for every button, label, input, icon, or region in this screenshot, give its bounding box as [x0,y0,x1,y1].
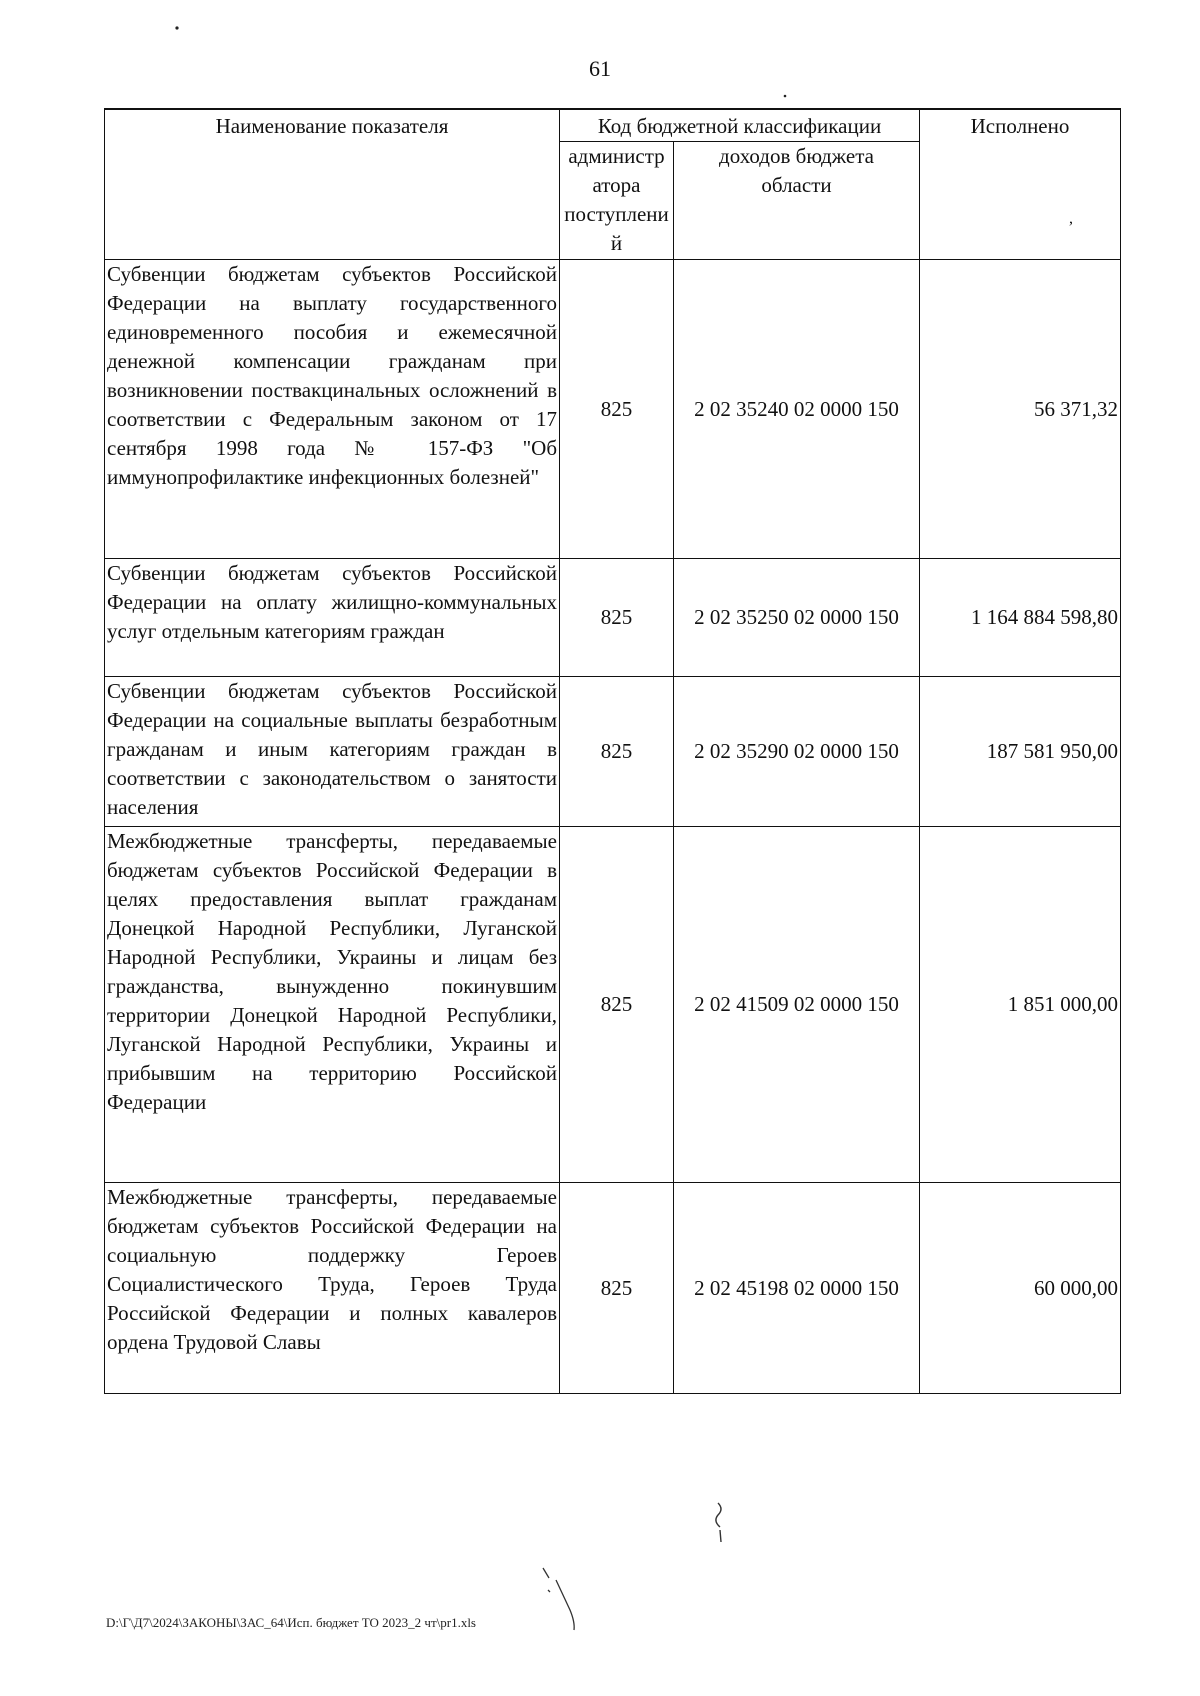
row-admin-code: 825 [560,827,674,1183]
scan-scribble [716,1503,721,1542]
row-name: Субвенции бюджетам субъектов Российской Федерации на социальные выплаты безработным гражданам и иным категориям граждан в соответствии с законодательством о занятости населения [105,677,560,827]
row-income-code: 2 02 35290 02 0000 150 [674,677,920,827]
row-income-code: 2 02 45198 02 0000 150 [674,1183,920,1394]
table-row [105,260,1121,559]
row-name: Межбюджетные трансферты, передаваемые бюджетам субъектов Российской Федерации на социальную поддержку Героев Социалистического Труда, Героев Труда Российской Федерации и полных кавалеров ордена Трудовой Славы [105,1183,560,1394]
row-amount: 1 164 884 598,80 [920,559,1121,677]
table-row [105,559,1121,677]
header-executed: Исполнено [920,109,1121,260]
row-admin-code: 825 [560,677,674,827]
page-number: 61 [589,56,611,81]
row-admin-code: 825 [560,559,674,677]
row-amount: 56 371,32 [920,260,1121,559]
budget-table [104,108,1121,1394]
table-row [105,827,1121,1183]
header-income: доходов бюджета области [674,142,920,260]
scan-speck [784,95,787,98]
row-amount: 60 000,00 [920,1183,1121,1394]
header-admin: администратора поступлений [560,142,674,260]
row-income-code: 2 02 35250 02 0000 150 [674,559,920,677]
row-admin-code: 825 [560,260,674,559]
row-income-code: 2 02 35240 02 0000 150 [674,260,920,559]
row-name: Субвенции бюджетам субъектов Российской Федерации на выплату государственного единовременного пособия и ежемесячной денежной компенсации гражданам при возникновении поствакцинальных осложнений в соответствии с Федеральным законом от 17 сентября 1998 года № 157-ФЗ "Об иммунопрофилактике инфекционных болезней" [105,260,560,559]
table-row [105,677,1121,827]
table-row [105,1183,1121,1394]
header-kbk: Код бюджетной классификации [560,109,920,142]
footer-file-path: D:\Г\Д7\2024\ЗАКОНЫ\ЗАС_64\Исп. бюджет ТО 2023_2 чт\pr1.xls [106,1615,476,1630]
row-name: Субвенции бюджетам субъектов Российской Федерации на оплату жилищно-коммунальных услуг отдельным категориям граждан [105,559,560,677]
scan-speck [175,26,178,29]
row-name: Межбюджетные трансферты, передаваемые бюджетам субъектов Российской Федерации в целях предоставления выплат гражданам Донецкой Народной Республики, Луганской Народной Республики, Украины и лицам без гражданства, вынужденно покинувшим территории Донецкой Народной Республики, Луганской Народной Республики, Украины и прибывшим на территорию Российской Федерации [105,827,560,1183]
row-admin-code: 825 [560,1183,674,1394]
stray-mark: , [1069,210,1073,227]
scan-scribble [543,1568,574,1630]
row-income-code: 2 02 41509 02 0000 150 [674,827,920,1183]
row-amount: 187 581 950,00 [920,677,1121,827]
header-name: Наименование показателя [105,109,560,260]
row-amount: 1 851 000,00 [920,827,1121,1183]
